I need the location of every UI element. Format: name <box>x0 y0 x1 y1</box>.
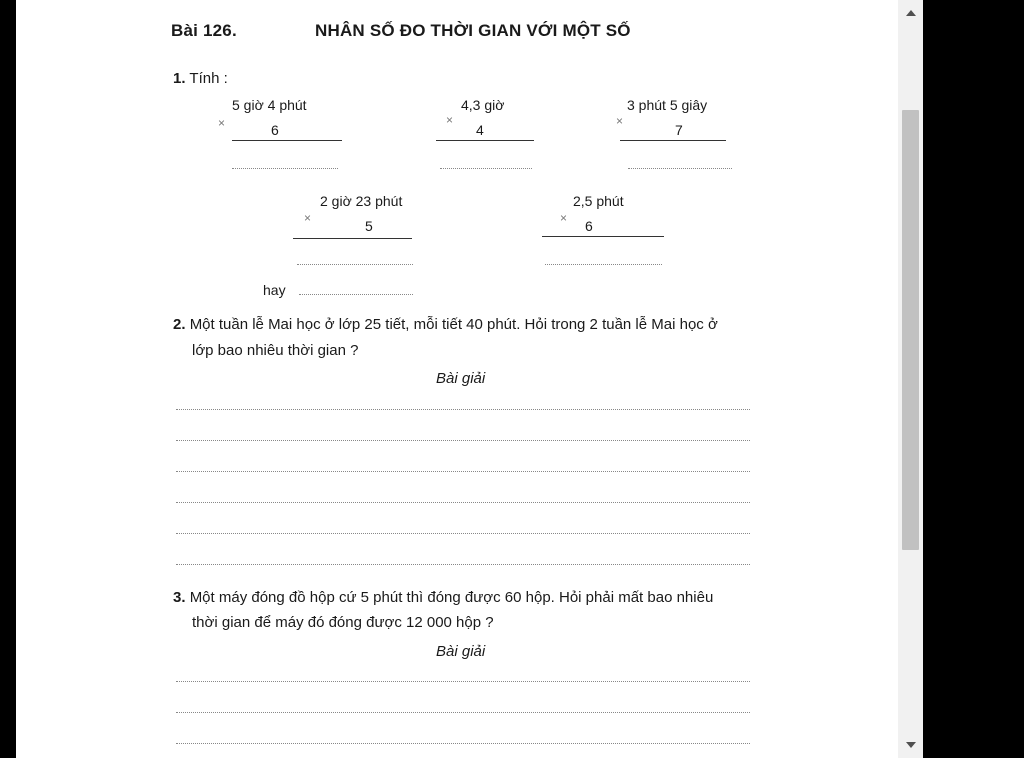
times-sign: × <box>560 211 568 225</box>
result-line <box>542 236 664 237</box>
q2-number: 2. <box>173 316 186 333</box>
answer-blank <box>628 168 732 169</box>
q3-text-line1 <box>173 589 713 606</box>
times-sign: × <box>446 113 454 127</box>
result-line <box>436 140 534 141</box>
q3-line1: Một máy đóng đồ hộp cứ 5 phút thì đóng được 60 hộp. Hỏi phải mất bao nhiêu <box>189 589 714 606</box>
scrollbar-thumb[interactable] <box>902 110 919 550</box>
answer-line <box>176 471 750 472</box>
q2-line1: Một tuần lễ Mai học ở lớp 25 tiết, mỗi tiết 40 phút. Hỏi trong 2 tuần lễ Mai học ở <box>189 316 718 333</box>
multiplicand: 2,5 phút <box>573 193 624 209</box>
multiplier: 4 <box>476 122 484 138</box>
q2-text-line1 <box>173 316 718 333</box>
multiplicand: 5 giờ 4 phút <box>232 97 307 113</box>
scroll-up-button[interactable] <box>898 2 923 24</box>
answer-line <box>176 743 750 744</box>
q1-number: 1. <box>173 70 186 87</box>
multiplier: 6 <box>271 122 279 138</box>
multiplier: 6 <box>585 218 593 234</box>
answer-line <box>176 440 750 441</box>
result-line <box>620 140 726 141</box>
times-sign: × <box>304 211 312 225</box>
q3-number: 3. <box>173 589 186 606</box>
multiplicand: 4,3 giờ <box>461 97 505 113</box>
answer-line <box>176 712 750 713</box>
q3-text-line2: thời gian để máy đó đóng được 12 000 hộp ? <box>192 614 494 631</box>
answer-line <box>176 681 750 682</box>
q2-solution-label: Bài giải <box>436 370 486 387</box>
document-page <box>16 0 898 758</box>
q1-prompt: Tính : <box>189 70 228 87</box>
times-sign: × <box>616 114 624 128</box>
answer-blank <box>232 168 338 169</box>
answer-blank <box>297 264 413 265</box>
q3-solution-label: Bài giải <box>436 643 486 660</box>
multiplicand: 3 phút 5 giây <box>627 97 708 113</box>
multiplicand: 2 giờ 23 phút <box>320 193 403 209</box>
arrow-up-icon <box>906 10 916 16</box>
answer-line <box>176 533 750 534</box>
answer-blank <box>545 264 662 265</box>
or-label: hay <box>263 282 286 298</box>
q1-label <box>173 70 228 87</box>
result-line <box>293 238 412 239</box>
arrow-down-icon <box>906 742 916 748</box>
q2-text-line2: lớp bao nhiêu thời gian ? <box>192 342 359 359</box>
multiplier: 5 <box>365 218 373 234</box>
lesson-title: NHÂN SỐ ĐO THỜI GIAN VỚI MỘT SỐ <box>315 21 631 40</box>
times-sign: × <box>218 116 226 130</box>
scroll-down-button[interactable] <box>898 734 923 756</box>
multiplier: 7 <box>675 122 683 138</box>
answer-line <box>176 409 750 410</box>
vertical-scrollbar[interactable] <box>898 0 923 758</box>
answer-blank <box>299 294 413 295</box>
answer-line <box>176 502 750 503</box>
answer-line <box>176 564 750 565</box>
lesson-number: Bài 126. <box>171 21 237 40</box>
answer-blank <box>440 168 532 169</box>
result-line <box>232 140 342 141</box>
